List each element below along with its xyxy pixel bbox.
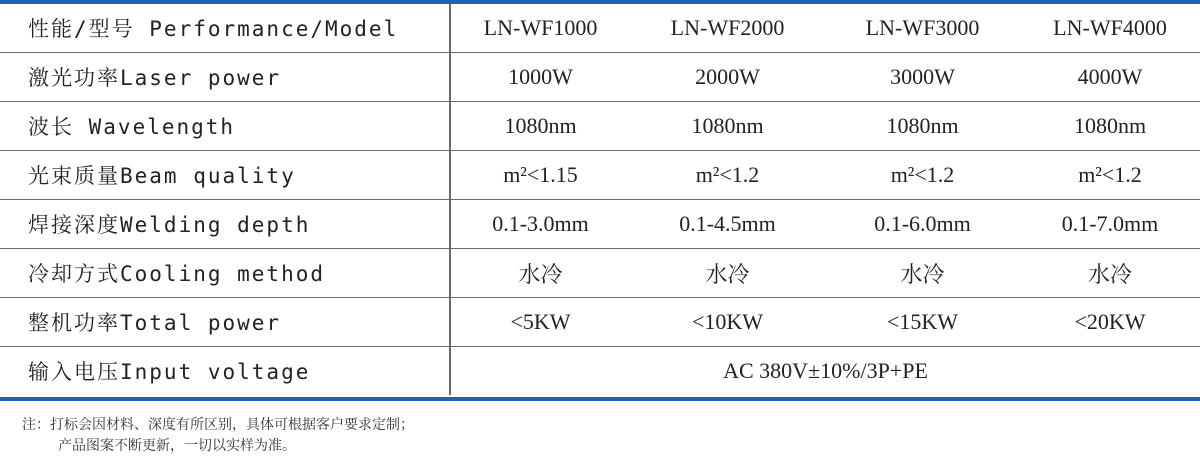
value-cell: m²<1.2 bbox=[1020, 151, 1200, 200]
table-header-row bbox=[0, 4, 1200, 53]
value-cell: 3000W bbox=[825, 53, 1020, 102]
table-row bbox=[0, 249, 1200, 298]
value-cell: m²<1.2 bbox=[825, 151, 1020, 200]
row-label: 激光功率Laser power bbox=[0, 53, 450, 102]
model-cell: LN-WF1000 bbox=[450, 4, 630, 53]
model-cell: LN-WF3000 bbox=[825, 4, 1020, 53]
row-label: 焊接深度Welding depth bbox=[0, 200, 450, 249]
value-cell: <5KW bbox=[450, 298, 630, 347]
table-row bbox=[0, 102, 1200, 151]
value-cell: <20KW bbox=[1020, 298, 1200, 347]
footnote-line: 注：打标会因材料、深度有所区别，具体可根据客户要求定制； bbox=[22, 417, 414, 433]
table-row bbox=[0, 53, 1200, 102]
value-cell: 0.1-7.0mm bbox=[1020, 200, 1200, 249]
value-cell: 1080nm bbox=[630, 102, 825, 151]
row-label: 整机功率Total power bbox=[0, 298, 450, 347]
value-cell: 水冷 bbox=[450, 249, 630, 298]
model-cell: LN-WF2000 bbox=[630, 4, 825, 53]
row-label: 输入电压Input voltage bbox=[0, 347, 450, 396]
value-cell: m²<1.2 bbox=[630, 151, 825, 200]
header-label: 性能/型号 Performance/Model bbox=[0, 4, 450, 53]
spec-table bbox=[0, 4, 1200, 395]
table-row bbox=[0, 151, 1200, 200]
value-cell: <10KW bbox=[630, 298, 825, 347]
value-cell: 1000W bbox=[450, 53, 630, 102]
value-cell: 1080nm bbox=[450, 102, 630, 151]
footnote bbox=[22, 415, 414, 457]
merged-value-cell: AC 380V±10%/3P+PE bbox=[723, 358, 928, 383]
value-cell: 水冷 bbox=[630, 249, 825, 298]
value-cell: <15KW bbox=[825, 298, 1020, 347]
bottom-accent-bar bbox=[0, 397, 1200, 401]
value-cell: 水冷 bbox=[825, 249, 1020, 298]
value-cell: 0.1-3.0mm bbox=[450, 200, 630, 249]
model-cell: LN-WF4000 bbox=[1020, 4, 1200, 53]
footnote-line: 产品图案不断更新，一切以实样为准。 bbox=[58, 438, 296, 454]
value-cell: 2000W bbox=[630, 53, 825, 102]
value-cell: 0.1-4.5mm bbox=[630, 200, 825, 249]
table-row bbox=[0, 200, 1200, 249]
row-label: 光束质量Beam quality bbox=[0, 151, 450, 200]
value-cell: m²<1.15 bbox=[450, 151, 630, 200]
value-cell: 水冷 bbox=[1020, 249, 1200, 298]
value-cell: 1080nm bbox=[1020, 102, 1200, 151]
value-cell: 0.1-6.0mm bbox=[825, 200, 1020, 249]
table-row bbox=[0, 347, 1200, 396]
row-label: 冷却方式Cooling method bbox=[0, 249, 450, 298]
row-label: 波长 Wavelength bbox=[0, 102, 450, 151]
value-cell: 4000W bbox=[1020, 53, 1200, 102]
table-row bbox=[0, 298, 1200, 347]
value-cell: 1080nm bbox=[825, 102, 1020, 151]
